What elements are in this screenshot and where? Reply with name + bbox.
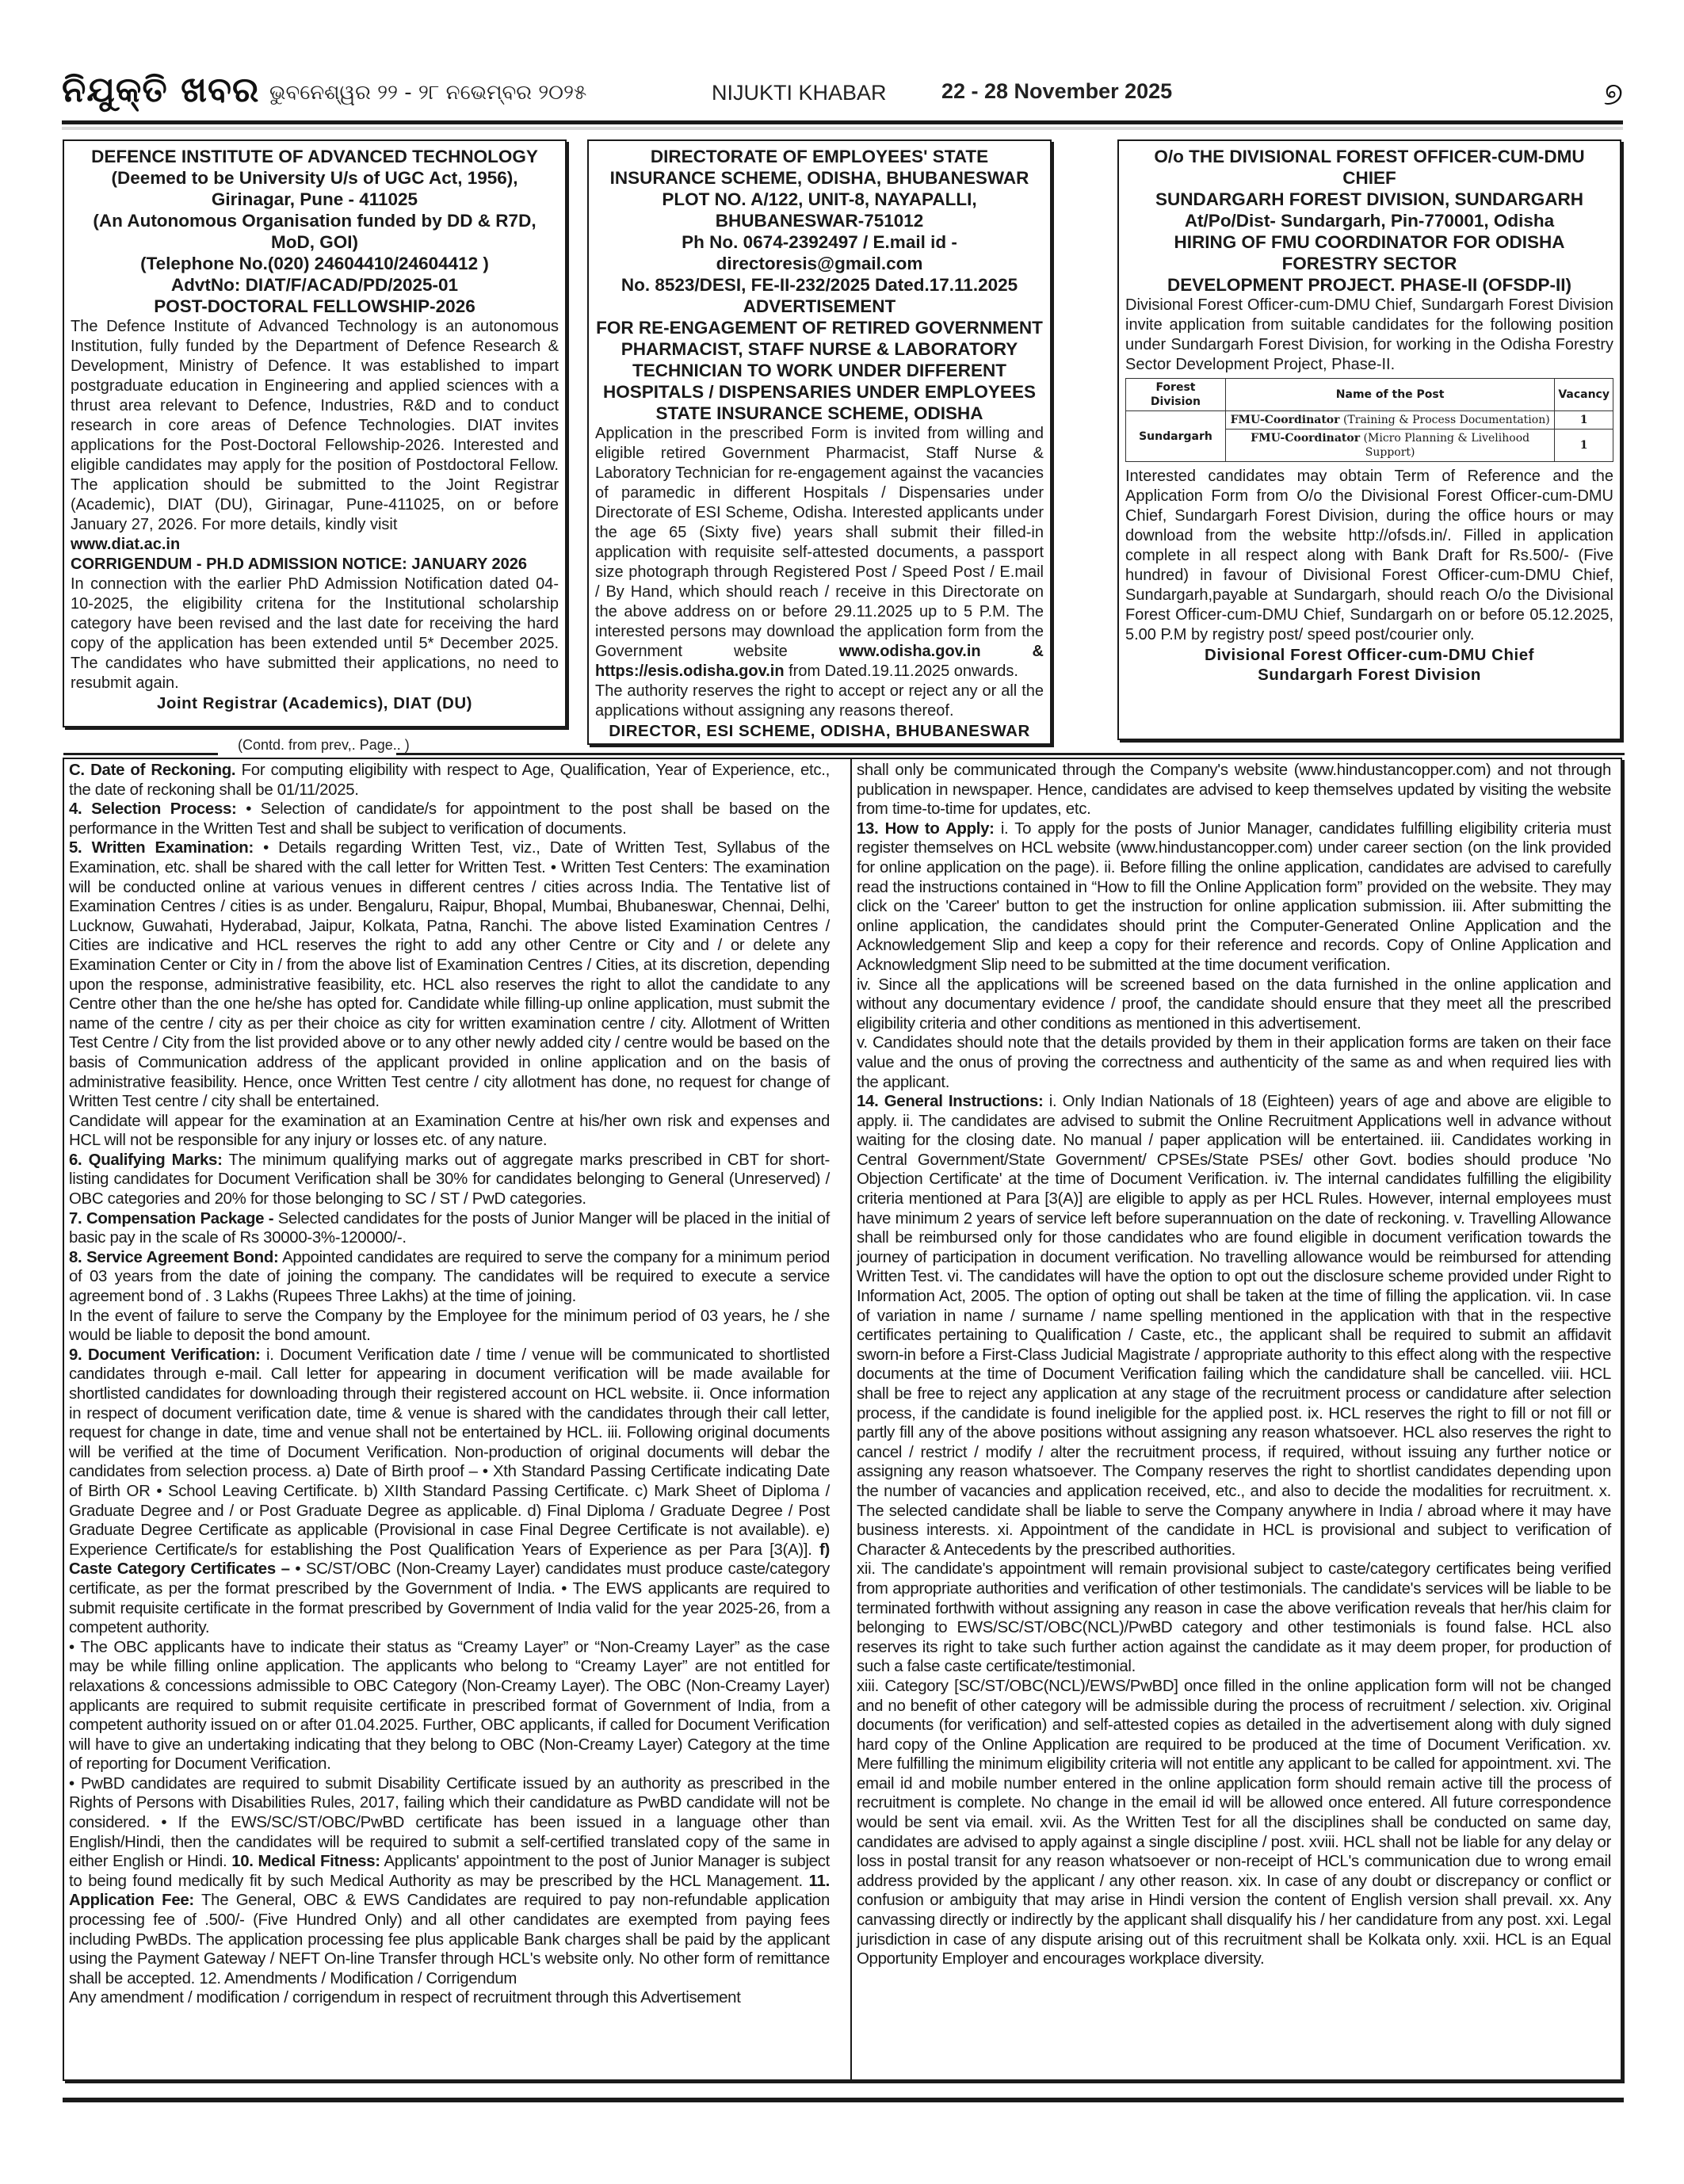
post-title: FMU-Coordinator [1230, 414, 1340, 426]
section-heading: 13. How to Apply: [857, 819, 995, 838]
ad-heading: Girinagar, Pune - 411025 [211, 189, 418, 209]
ad-heading: DEVELOPMENT PROJECT. PHASE-II (OFSDP-II) [1167, 275, 1572, 295]
website-links[interactable]: www.odisha.gov.in & https://esis.odisha.gov.in [595, 643, 1044, 680]
ad-heading: No. 8523/DESI, FE-II-232/2025 Dated.17.11.2025 [621, 275, 1018, 295]
ad-heading: DEFENCE INSTITUTE OF ADVANCED TECHNOLOGY [91, 147, 538, 166]
ad-heading: At/Po/Dist- Sundargarh, Pin-770001, Odisha [1184, 211, 1555, 231]
reserve-note: The authority reserves the right to accept or reject any or all the applications without assigning any reasons thereof. [595, 682, 1044, 720]
paragraph [857, 1560, 1611, 1677]
ad-body: The Defence Institute of Advanced Technology is an autonomous Institution, fully funded by the Department of Defence Research & Development, Ministry of Defence. It was established to impart postgraduate education in Engineering and applied sciences with a thrust area relevant to Defence, Industries, R&D and to conduct research in core areas of Defence Technologies. DIAT invites applications for the Post-Doctoral Fellowship-2026. Interested and eligible candidates may apply for the position of Postdoctoral Fellow. The application should be submitted to the Joint Registrar (Academic), DIAT (DU), Girinagar, Pune-411025, on or before January 27, 2026. For more details, kindly visit [71, 318, 559, 533]
section-text: iv. Since all the applications will be screened based on the data furnished in the online application and without any documentary evidence / proof, the candidate should ensure that they meet all the prescribed eligibility criteria and other conditions as mentioned in this advertisement. [857, 976, 1611, 1033]
ad-body [595, 424, 1044, 682]
table-header: Vacancy [1555, 379, 1613, 411]
ad-diat [63, 139, 567, 727]
section-text: shall only be communicated through the Company's website (www.hindustancopper.com) and not through publication in newspaper. Hence, candidates are advised to keep themselves updated by visiting the website from time-to-time for updates, etc. [857, 762, 1611, 819]
section-heading: 7. Compensation Package - [69, 1209, 274, 1228]
paragraph [69, 1209, 830, 1248]
section-text: i. Only Indian Nationals of 18 (Eighteen) years of age and above are eligible to apply. ii. The candidates are advised to submit the Online Recruitment Applications well in advance without waiting for the closing date. No manual / paper application will be entertained. iii. Candidates working in Central Government/State Government/ CPSEs/State PSEs/ other Govt. bodies should produce 'No Objection Certificate' at the time of Document Verification. iv. The internal candidates fulfilling the eligibility criteria mentioned at Para [3(A)] are eligible to apply as per HCL Rules. However, internal employees must have minimum 2 years of service left before superannuation on the date of reckoning. v. Travelling Allowance shall be reimbursed only for those candidates who are found eligible in document verification towards the journey of participation in document verification. No travelling allowance would be reimbursed for attending Written Test. vi. The candidates will have the option to opt out the disclosure scheme provided under Right to Information Act, 2005. The option of opting out shall be taken at the time of filling the application. vii. In case of variation in name / surname / name spelling mentioned in the application with that in the respective certificates pertaining to Qualification / Caste, etc., the applicant shall be required to submit an affidavit sworn-in before a First-Class Judicial Magistrate / appropriate authority to this effect along with the respective documents at the time of Document Verification failing which the candidature shall be cancelled. viii. HCL shall be free to reject any application at any stage of the recruitment process or candidature after selection process, if the candidate is found ineligible for the applied post. ix. HCL reserves the right to fill or not fill or partly fill any of the above positions without assigning any reason whatsoever. HCL also reserves the right to cancel / restrict / modify / alter the recruitment process, if required, without issuing any further notice or assigning any reason whatsoever. The Company reserves the right to shortlist candidates depending upon the number of vacancies and application received, etc., and also to decide the modalities for recruitment. x. The selected candidate shall be liable to serve the Company anywhere in India / abroad where it may have business interests. xi. Appointment of the candidate in HCL is provisional and subject to verification of Character & Antecedents by the prescribed authorities. [857, 1093, 1611, 1559]
section-text: • The OBC applicants have to indicate their status as “Creamy Layer” or “Non-Creamy Layer” as the case may be while filling online application. The applicants who belong to “Creamy Layer” are not entitled for relaxations & concessions admissible to OBC Category (Non-Creamy Layer). The OBC (Non-Creamy Layer) applicants are required to submit requisite certificate in prescribed format of Government of India, from a competent authority issued on or after 01.04.2025. Further, OBC applicants, if called for Document Verification will have to give an undertaking indicating that they belong to OBC (Non-Creamy Layer) Category at the time of reporting for Document Verification. [69, 1638, 830, 1774]
ad-heading: SUNDARGARH FOREST DIVISION, SUNDARGARH [1155, 189, 1584, 209]
footer-rule [63, 2098, 1624, 2102]
corrigendum-body: In connection with the earlier PhD Admission Notification dated 04-10-2025, the eligibility critena for the Institutional scholarship category have been revised and the last date for receiving the hard copy of the application has been extended until 5* December 2025. The candidates who have submitted their applications, no need to resubmit again. [71, 575, 559, 692]
section-text: • PwBD candidates are required to submit Disability Certificate issued by an authority as prescribed in the Rights of Persons with Disabilities Rules, 2017, failing which their candidature as PwBD candidate will not be considered. • If the EWS/SC/ST/OBC/PwBD certificate has been issued in a language other than English/Hindi, then the candidates will be required to submit a self-certified translated copy of the same in either English or Hindi. [69, 1774, 830, 1871]
paragraph [857, 976, 1611, 1034]
corrigendum-title: CORRIGENDUM - PH.D ADMISSION NOTICE: JANUARY 2026 [71, 556, 527, 573]
vacancy-table [1125, 378, 1613, 462]
division-cell: Sundargarh [1126, 411, 1226, 462]
ad-body-text: from Dated.19.11.2025 onwards. [789, 662, 1018, 680]
section-text: The General, OBC & EWS Candidates are required to pay non-refundable application processing fee of .500/- (Five Hundred Only) and all other candidates are exempted from paying fees including PwBDs. The application processing fee plus applicable Bank charges shall be paid by the applicant using the Payment Gateway / NEFT On-line Transfer through HCL's website only. No other form of remittance shall be accepted. 12. Amendments / Modification / Corrigendum [69, 1892, 830, 1987]
paragraph [69, 1112, 830, 1151]
hcl-advertisement-body [63, 758, 1622, 2081]
paragraph [857, 1092, 1611, 1560]
ad-heading: HIRING OF FMU COORDINATOR FOR ODISHA FORESTRY SECTOR [1174, 232, 1565, 273]
newspaper-logo: ନିଯୁକ୍ତି ଖବର [62, 70, 260, 110]
ad-heading: (Telephone No.(020) 24604410/24604412 ) [140, 254, 489, 273]
paragraph [69, 1248, 830, 1307]
section-heading: f) Caste Category Certificates – [69, 1541, 830, 1579]
ad-heading: ADVERTISEMENT [743, 296, 896, 316]
paragraph [857, 761, 1611, 819]
table-row [1126, 411, 1613, 430]
right-column [857, 761, 1611, 1969]
section-text: The minimum qualifying marks out of aggregate marks prescribed in CBT for short-listing candidates for Document Verification shall be 30% for candidates belonging to General (Unreserved) / OBC categories and 20% for those belonging to SC / ST / PwD categories. [69, 1151, 831, 1208]
table-header: Name of the Post [1225, 379, 1554, 411]
masthead-rule [62, 120, 1623, 124]
column-divider [850, 759, 852, 2079]
paragraph [69, 1774, 830, 1989]
section-heading: 6. Qualifying Marks: [69, 1151, 223, 1169]
section-text: v. Candidates should note that the details provided by them in their application forms are taken on their face value and the onus of proving the correctness and authenticity of the same as and when required lies with the applicant. [857, 1034, 1611, 1091]
section-text: i. Document Verification date / time / venue will be communicated to shortlisted candidates through e-mail. Call letter for appearing in document verification will be made available for shortlisted candidates for downloading through their registered account on HCL website. ii. Once information in respect of document verification date, time & venue is shared with the candidates through their call letter, request for change in date, time and venue shall not be entertained by HCL. iii. Following original documents will be verified at the time of Document Verification. Non-production of original documents will debar the candidates from selection process. a) Date of Birth proof – • Xth Standard Passing Certificate indicating Date of Birth OR • School Leaving Certificate. b) XIIth Standard Passing Certificate. c) Mark Sheet of Diploma / Graduate Degree and / or Post Graduate Degree as applicable. d) Final Diploma / Graduate Degree / Post Graduate Degree Certificate as applicable (Provisional in case Final Degree Certificate is not available). e) Experience Certificate/s for establishing the Post Qualification Years of Experience as per Para [3(A)]. [69, 1346, 830, 1559]
divider [63, 753, 218, 755]
ad-intro: Divisional Forest Officer-cum-DMU Chief, Sundargarh Forest Division invite application from suitable candidates for the following position under Sundargarh Forest Division, for working in the Odisha Forestry Sector Development Project, Phase-II. [1125, 296, 1613, 373]
page-number: ୭ [1603, 76, 1623, 113]
ad-heading: AdvtNo: DIAT/F/ACAD/PD/2025-01 [170, 275, 459, 295]
section-heading: 10. Medical Fitness: [231, 1853, 380, 1871]
ad-heading: DIRECTORATE OF EMPLOYEES' STATE INSURANCE SCHEME, ODISHA, BHUBANESWAR [609, 147, 1029, 188]
section-heading: 14. General Instructions: [857, 1093, 1044, 1111]
masthead-rule-shadow [62, 127, 1623, 130]
section-heading: 11. Application Fee: [69, 1872, 830, 1910]
section-text: • SC/ST/OBC (Non-Creamy Layer) candidates must produce caste/category certificate, as per the format prescribed by the Government of India. • The EWS applicants are required to submit requisite certificate in the format prescribed by Government of India valid for the year 2025-26, from a competent authority. [69, 1560, 830, 1637]
ad-forest [1117, 139, 1621, 740]
paragraph [69, 1638, 830, 1774]
section-text: • Details regarding Written Test, viz., Date of Written Test, Syllabus of the Examination, etc. shall be shared with the call letter for Written Test. • Written Test Centers: The examination will be conducted online at various venues in different centres / cities across India. The Tentative list of Examination Centres / cities is as under. Bengaluru, Raipur, Bhopal, Mumbai, Bhubaneswar, Chennai, Delhi, Lucknow, Guwahati, Hyderabad, Jaipur, Kolkata, Patna, Ranchi. The above listed Examination Centres / Cities are indicative and HCL reserves the right to add any other Centre or City and / or delete any Examination Center or City in / from the above list of Examination Centres / Cities, at its discretion, depending upon the response, administrative feasibility, etc. HCL also reserves the right to allot the candidate to any Centre other than the one he/she has opted for. Candidate while filling-up online application, must submit the name of the centre / city as per their choice as city for written examination centre / city. Allotment of Written Test Centre / City from the list provided above or to any other newly added city / centre would be based on the basis of Communication address of the applicant provided in online application and on the basis of administrative feasibility. Hence, once Written Test centre / city allotment has done, no request for change of Written Test centre / city shall be entertained. [69, 839, 830, 1111]
section-heading: 4. Selection Process: [69, 800, 237, 819]
ad-signature: Joint Registrar (Academics), DIAT (DU) [157, 694, 472, 712]
table-header: Forest Division [1126, 379, 1226, 411]
section-text: xiii. Category [SC/ST/OBC(NCL)/EWS/PwBD] once filled in the online application form will not be changed and no benefit of other category will be admissible during the process of recruitment / selection. xiv. Original documents (for verification) and self-attested copies as detailed in the advertisement along with duly signed hard copy of the Online Application are required to be produced at the time of Document Verification. xv. Mere fulfilling the minimum eligibility criteria will not entitle any applicant to be called for appointment. xvi. The email id and mobile number entered in the online application form should remain active till the process of recruitment is complete. No change in the email id will be allowed once entered. All future correspondence would be sent via email. xvii. As the Written Test for all the disciplines shall be conducted on same day, candidates are advised to apply against a single discipline / post. xviii. HCL shall not be liable for any delay or loss in postal transit for any reason whatsoever or non-receipt of HCL's communication due to wrong email address provided by the applicant / any other reason. xix. In case of any doubt or discrepancy or conflict or confusion or ambiguity that may arise in Hindi version the content of English version shall prevail. xx. Any canvassing directly or indirectly by the applicant shall disqualify his / her candidature from any post. xxi. Legal jurisdiction in case of any dispute arising out of this recruitment shall be Kolkata only. xxii. HCL is an Equal Opportunity Employer and encourages workplace diversity. [857, 1677, 1611, 1968]
paragraph [69, 761, 830, 800]
ad-heading: POST-DOCTORAL FELLOWSHIP-2026 [154, 296, 475, 316]
paragraph [69, 1346, 830, 1638]
odia-date: ଭୁବନେଶ୍ୱର ୨୨ - ୨୮ ନଭେମ୍ବର ୨୦୨୫ [269, 81, 587, 105]
ad-heading: Ph No. 0674-2392497 / E.mail id - directoresis@gmail.com [682, 232, 957, 273]
ad-body-text: Application in the prescribed Form is invited from willing and eligible retired Government Pharmacist, Staff Nurse & Laboratory Technician for re-engagement against the vacancies of paramedic in different Hospitals / Dispensaries under Directorate of ESI Scheme, Odisha. Interested applicants under the age 65 (Sixty five) years shall submit their filled-in application with requisite self-attested documents, a passport size photograph through Registered Post / Speed Post / E.mail / By Hand, which should reach / receive in this Directorate on the above address on or before 29.11.2025 up to 5 P.M. The interested persons may download the application form from the Government website [595, 425, 1044, 660]
post-title: FMU-Coordinator [1251, 432, 1361, 445]
post-cell [1225, 430, 1554, 462]
section-heading: 8. Service Agreement Bond: [69, 1248, 279, 1266]
paragraph [69, 800, 830, 838]
masthead [62, 70, 1623, 125]
ad-signature: DIRECTOR, ESI SCHEME, ODISHA, BHUBANESWAR [609, 722, 1030, 740]
ad-heading: O/o THE DIVISIONAL FOREST OFFICER-CUM-DMU CHIEF [1154, 147, 1585, 188]
ad-heading: (Deemed to be University U/s of UGC Act, 1956), [111, 168, 518, 188]
vacancy-cell: 1 [1555, 411, 1613, 430]
ad-signature: Divisional Forest Officer-cum-DMU Chief [1205, 646, 1534, 664]
paragraph [69, 1307, 830, 1346]
issue-date: 22 - 28 November 2025 [941, 79, 1173, 103]
ad-signature: Sundargarh Forest Division [1258, 666, 1481, 684]
post-detail: (Micro Planning & Livelihood Support) [1363, 432, 1530, 459]
ad-body: Interested candidates may obtain Term of Reference and the Application Form from O/o the Divisional Forest Officer-cum-DMU Chief, Sundargarh Forest Division, during the office hours or may download from the website http://ofsds.in/. Filled in application complete in all respect along with Bank Draft for Rs.500/- (Five hundred) in favour of Divisional Forest Officer-cum-DMU Chief, Sundargarh,payable at Sundargarh, should reach O/o the Divisional Forest Officer-cum-DMU Chief, Sundargarh on or before 05.12.2025, 5.00 P.M by registry post/ speed post/courier only. [1125, 468, 1613, 643]
section-text: In the event of failure to serve the Company by the Employee for the minimum period of 03 years, he / she would be liable to deposit the bond amount. [69, 1307, 830, 1345]
section-text: Any amendment / modification / corrigendum in respect of recruitment through this Advertisement [69, 1989, 741, 2007]
section-text: For computing eligibility with respect to Age, Qualification, Year of Experience, etc., the date of reckoning shall be 01/11/2025. [69, 762, 830, 799]
section-text: Appointed candidates are required to serve the company for a minimum period of 03 years from the date of joining the company. The candidates will be required to execute a service agreement bond of . 3 Lakhs (Rupees Three Lakhs) at the time of joining. [69, 1248, 830, 1306]
paragraph [69, 1151, 830, 1209]
section-text: Applicants' appointment to the post of Junior Manager is subject to being found medically fit by such Medical Authority as may be prescribed by the HCL Management. [69, 1853, 830, 1890]
ad-heading: FOR RE-ENGAGEMENT OF RETIRED GOVERNMENT PHARMACIST, STAFF NURSE & LABORATORY TECHNICIAN TO WORK UNDER DIFFERENT HOSPITALS / DISPENSARIES UNDER EMPLOYEES STATE INSURANCE SCHEME, ODISHA [596, 318, 1043, 423]
ad-heading: PLOT NO. A/122, UNIT-8, NAYAPALLI, BHUBANESWAR-751012 [662, 189, 977, 231]
ad-heading: (An Autonomous Organisation funded by DD & R7D, MoD, GOI) [93, 211, 537, 252]
continued-label: (Contd. from prev,. Page.. ) [238, 737, 410, 753]
section-text: • Selection of candidate/s for appointment to the post shall be based on the performance in the Written Test and shall be subject to verification of documents. [69, 800, 830, 838]
paragraph [857, 819, 1611, 976]
section-text: Candidate will appear for the examination at an Examination Centre at his/her own risk and expenses and HCL will not be responsible for any injury or losses etc. of any nature. [69, 1112, 830, 1150]
section-text: i. To apply for the posts of Junior Manager, candidates fulfilling eligibility criteria must register themselves on HCL website (www.hindustancopper.com) under career section (on the link provided for online application on the page). ii. Before filling the online application, candidates are advised to carefully read the instructions contained in “How to fill the Online Application form” provided on the website. They may click on the 'Career' button to get the instruction for online application submission. iii. After submitting the online application, the candidates should print the Computer-Generated Online Application and the Acknowledgement Slip and keep a copy for their reference and records. Copy of Online Application and Acknowledgment Slip need to be submitted at the time document verification. [857, 819, 1611, 974]
section-heading: C. Date of Reckoning. [69, 762, 236, 779]
post-detail: (Training & Process Documentation) [1342, 414, 1550, 426]
paragraph [857, 1677, 1611, 1969]
post-cell [1225, 411, 1554, 430]
paragraph [69, 838, 830, 1111]
divider [396, 753, 1625, 755]
section-heading: 5. Written Examination: [69, 839, 254, 857]
website-link[interactable]: www.diat.ac.in [71, 536, 181, 553]
continued-banner [63, 737, 840, 756]
paragraph [69, 1988, 830, 2008]
ad-esi [587, 139, 1052, 745]
vacancy-cell: 1 [1555, 430, 1613, 462]
newspaper-name: NIJUKTI KHABAR [712, 81, 887, 105]
section-text: Selected candidates for the posts of Junior Manger will be placed in the initial of basic pay in the scale of Rs 30000-3%-120000/-. [69, 1209, 830, 1247]
section-heading: 9. Document Verification: [69, 1346, 261, 1364]
section-text: xii. The candidate's appointment will remain provisional subject to caste/category certificates being verified from appropriate authorities and verification of other testimonials. The candidate's services will be liable to be terminated forthwith without assigning any reason in case the above verification reveals that her/his claim for belonging to EWS/SC/ST/OBC(NCL)/PwBD category and other testimonials is found false. HCL also reserves its right to take such further action against the candidate as it may deem proper, for production of such a false caste certificate/testimonial. [857, 1560, 1611, 1676]
paragraph [857, 1033, 1611, 1092]
left-column [69, 761, 830, 2008]
